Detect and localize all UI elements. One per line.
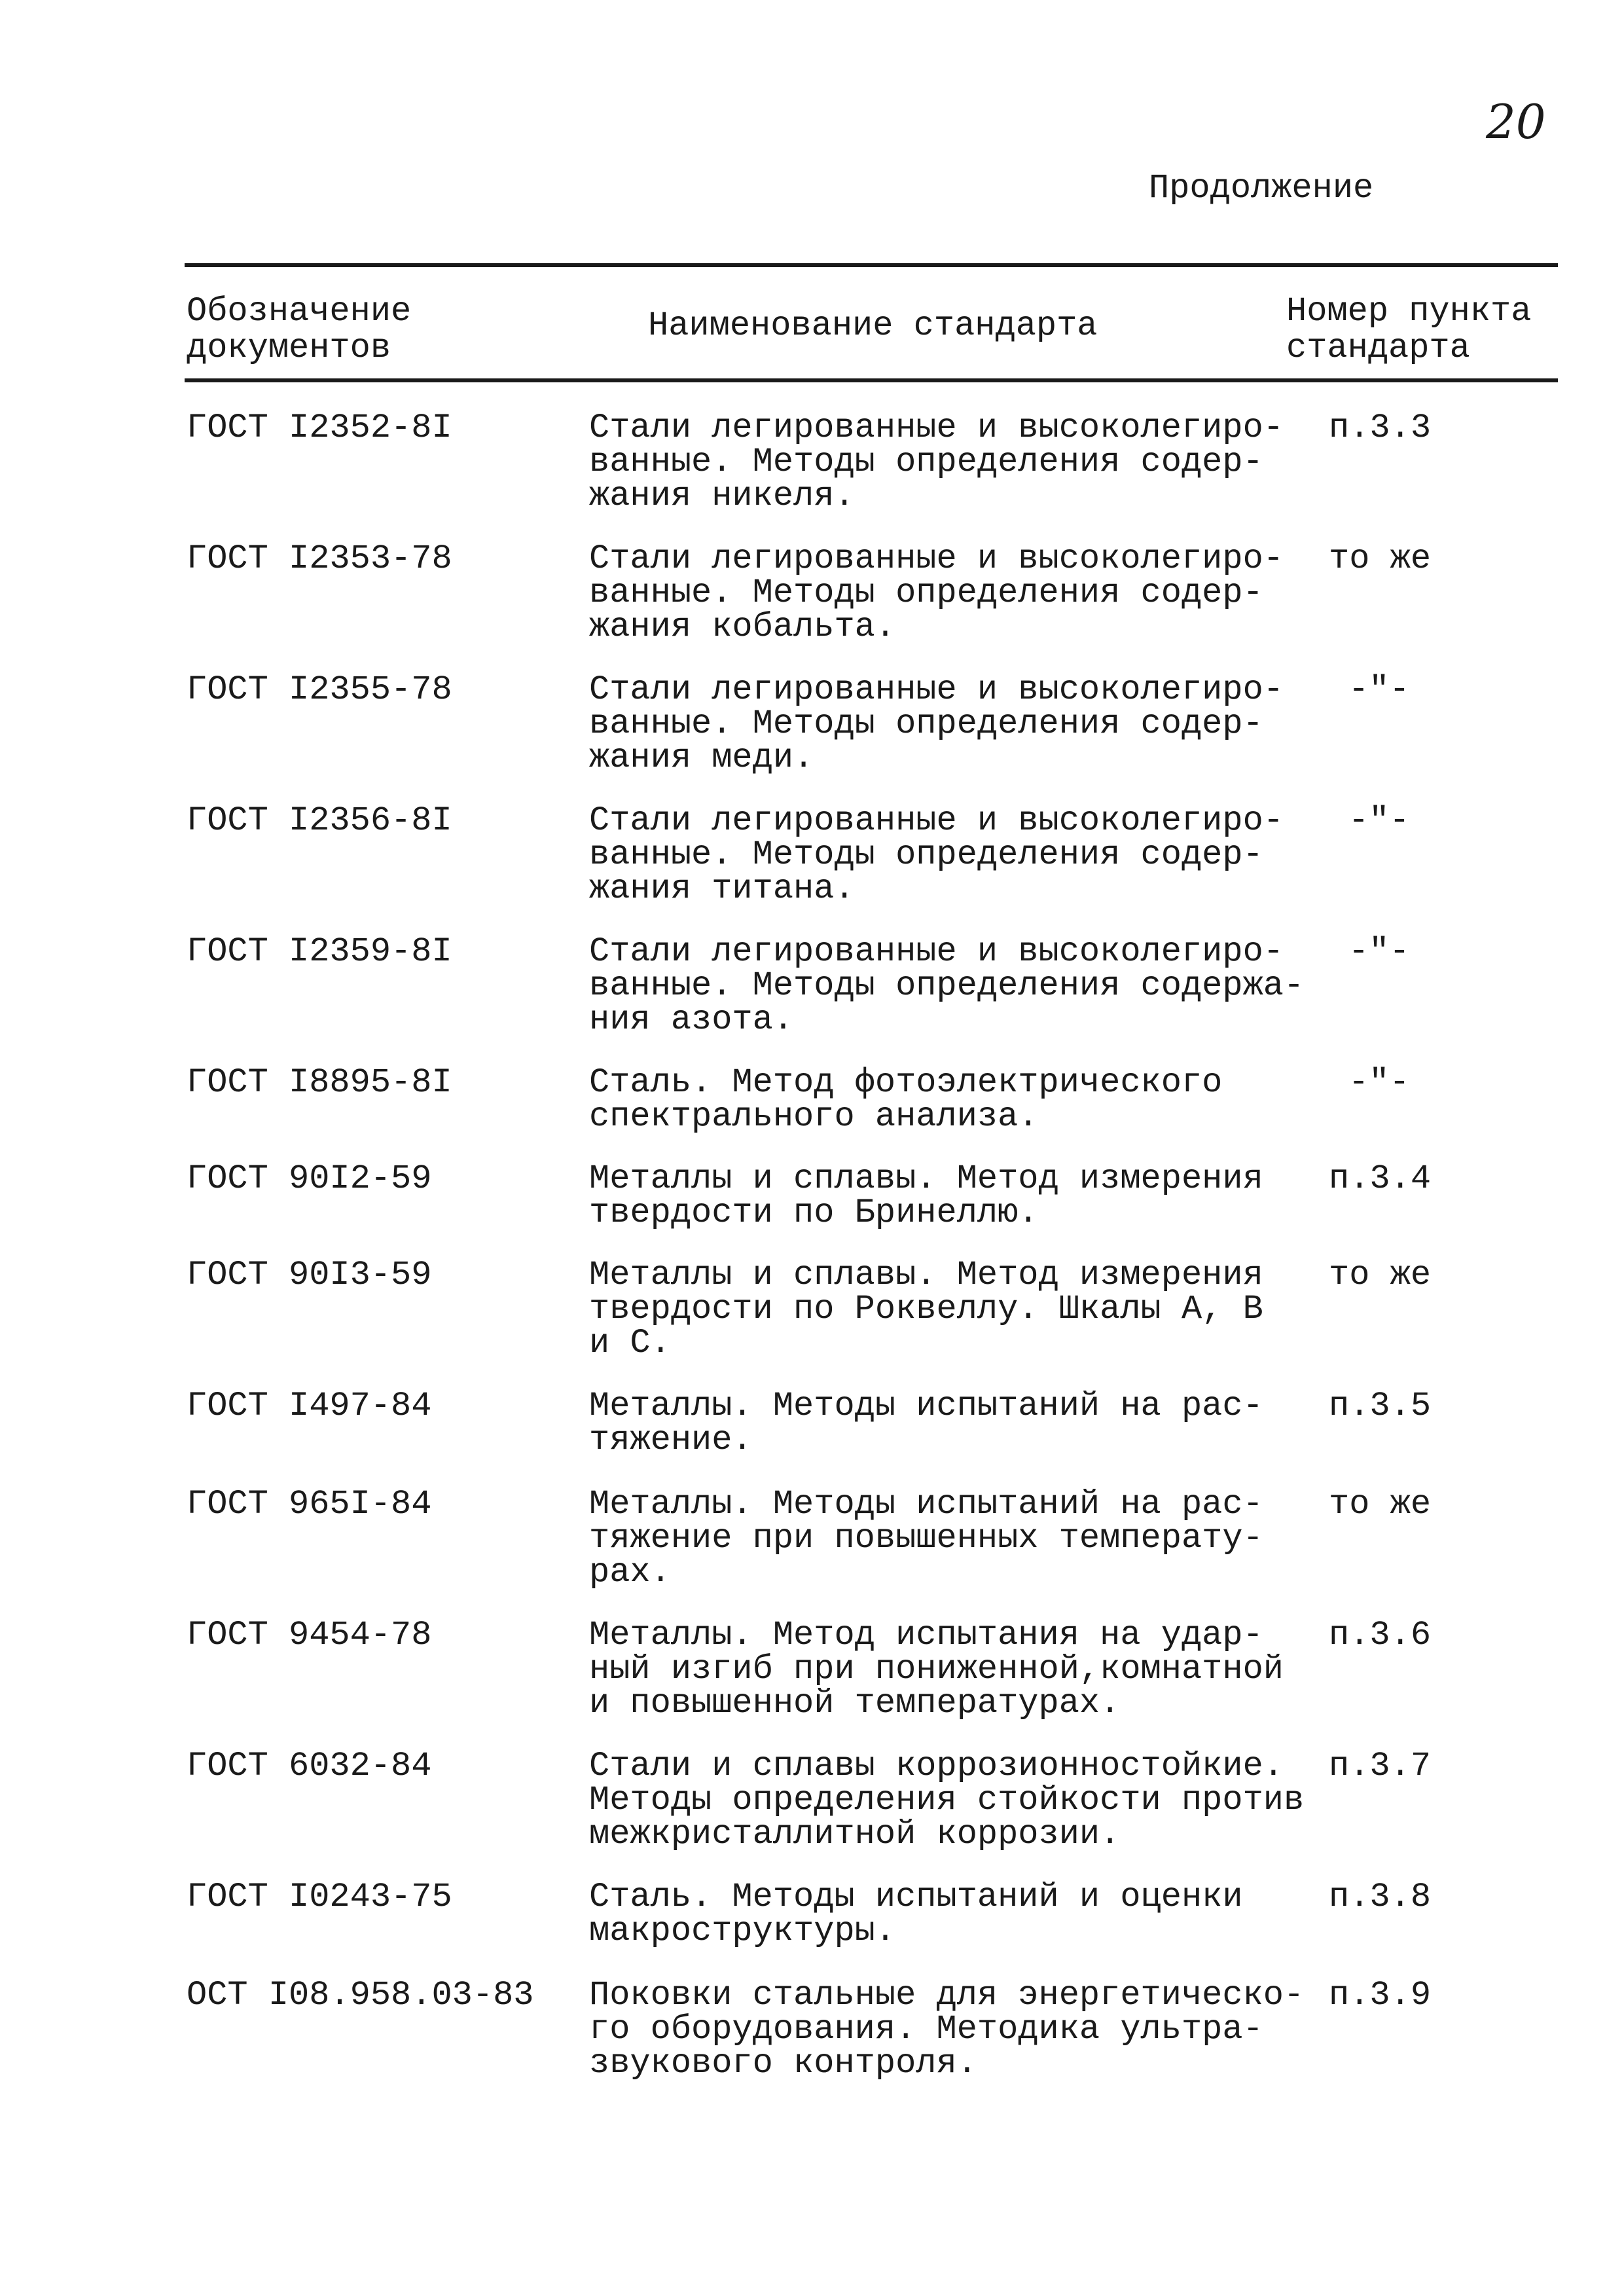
row-name-line: Стали легированные и высоколегиро- — [589, 539, 1284, 578]
row-document: ГОСТ 6032-84 — [187, 1747, 432, 1785]
row-name-line: Металлы и сплавы. Метод измерения — [589, 1256, 1263, 1294]
row-name-line: звукового контроля. — [589, 2044, 977, 2083]
row-item-number: п.3.5 — [1329, 1387, 1432, 1425]
row-name-line: Сталь. Методы испытаний и оценки — [589, 1878, 1243, 1916]
row-item-number: п.3.7 — [1329, 1747, 1432, 1785]
row-standard-name — [589, 1749, 1309, 1851]
row-name-line: и повышенной температурах. — [589, 1684, 1121, 1722]
row-standard-name — [589, 1978, 1309, 2081]
row-document: ГОСТ 965I-84 — [187, 1485, 432, 1523]
row-name-line: Стали легированные и высоколегиро- — [589, 801, 1284, 840]
continuation-label: Продолжение — [1149, 169, 1374, 208]
header-item-line-2: стандарта — [1286, 329, 1470, 367]
row-document: ГОСТ 9454-78 — [187, 1616, 432, 1654]
row-document: ОСТ I08.958.03-83 — [187, 1976, 534, 2014]
row-name-line: ния азота. — [589, 1000, 794, 1039]
row-name-line: ванные. Методы определения содержа- — [589, 966, 1305, 1005]
row-name-line: твердости по Бринеллю. — [589, 1194, 1039, 1232]
row-item-number: то же — [1329, 1485, 1432, 1523]
row-standard-name — [589, 411, 1309, 513]
row-name-line: рах. — [589, 1553, 671, 1592]
row-standard-name — [589, 1487, 1309, 1590]
row-name-line: Металлы и сплавы. Метод измерения — [589, 1159, 1263, 1198]
row-document: ГОСТ I2355-78 — [187, 670, 452, 709]
row-name-line: Стали легированные и высоколегиро- — [589, 409, 1284, 447]
row-document: ГОСТ I497-84 — [187, 1387, 432, 1425]
row-item-number: то же — [1329, 539, 1432, 578]
row-item-number: -"- — [1348, 670, 1410, 709]
row-name-line: Металлы. Методы испытаний на рас- — [589, 1485, 1263, 1523]
row-name-line: тяжение. — [589, 1421, 753, 1459]
row-name-line: Стали легированные и высоколегиро- — [589, 670, 1284, 709]
row-item-number: п.3.3 — [1329, 409, 1432, 447]
row-name-line: ный изгиб при пониженной,комнатной — [589, 1650, 1284, 1688]
header-doc-line-2: документов — [187, 329, 391, 367]
row-item-number: -"- — [1348, 932, 1410, 971]
row-name-line: Сталь. Метод фотоэлектрического — [589, 1063, 1223, 1102]
row-item-number: -"- — [1348, 1063, 1410, 1102]
row-item-number: то же — [1329, 1256, 1432, 1294]
row-standard-name — [589, 1389, 1309, 1457]
row-standard-name — [589, 1880, 1309, 1948]
row-name-line: межкристаллитной коррозии. — [589, 1815, 1121, 1853]
row-standard-name — [589, 932, 1309, 1039]
row-standard-name — [589, 1063, 1309, 1136]
row-document: ГОСТ I2353-78 — [187, 539, 452, 578]
row-name-line: тяжение при повышенных температу- — [589, 1519, 1263, 1558]
row-name-line: жания кобальта. — [589, 608, 896, 646]
row-item-number: -"- — [1348, 801, 1410, 840]
row-document: ГОСТ I2356-8I — [187, 801, 452, 840]
row-document: ГОСТ 90I2-59 — [187, 1159, 432, 1198]
row-document: ГОСТ I2359-8I — [187, 932, 452, 971]
row-name-line: го оборудования. Методика ультра- — [589, 2010, 1263, 2049]
row-name-line: жания меди. — [589, 738, 814, 777]
row-name-line: твердости по Роквеллу. Шкалы А, В — [589, 1290, 1263, 1328]
page-number: 20 — [1486, 94, 1546, 149]
row-name-line: спектрального анализа. — [589, 1097, 1039, 1136]
header-standard-name: Наименование стандарта — [648, 306, 1098, 345]
row-name-line: ванные. Методы определения содер- — [589, 704, 1263, 743]
row-item-number: п.3.8 — [1329, 1878, 1432, 1916]
row-document: ГОСТ I0243-75 — [187, 1878, 452, 1916]
row-standard-name — [589, 801, 1309, 908]
row-document: ГОСТ I2352-8I — [187, 409, 452, 447]
row-item-number: п.3.4 — [1329, 1159, 1432, 1198]
row-name-line: жания никеля. — [589, 477, 855, 515]
row-item-number: п.3.9 — [1329, 1976, 1432, 2014]
row-document: ГОСТ I8895-8I — [187, 1063, 452, 1102]
row-name-line: Стали легированные и высоколегиро- — [589, 932, 1284, 971]
row-standard-name — [589, 1159, 1309, 1232]
row-name-line: и С. — [589, 1324, 671, 1362]
row-standard-name — [589, 670, 1309, 777]
row-name-line: ванные. Методы определения содер- — [589, 835, 1263, 874]
row-name-line: ванные. Методы определения содер- — [589, 574, 1263, 612]
row-standard-name — [589, 1618, 1309, 1721]
row-name-line: Методы определения стойкости против — [589, 1781, 1305, 1819]
header-item-line-1: Номер пункта — [1286, 292, 1532, 331]
row-name-line: ванные. Методы определения содер- — [589, 443, 1263, 481]
row-standard-name — [589, 539, 1309, 646]
row-standard-name — [589, 1258, 1309, 1360]
row-document: ГОСТ 90I3-59 — [187, 1256, 432, 1294]
row-name-line: Стали и сплавы коррозионностойкие. — [589, 1747, 1284, 1785]
row-name-line: Металлы. Методы испытаний на рас- — [589, 1387, 1263, 1425]
row-item-number: п.3.6 — [1329, 1616, 1432, 1654]
row-name-line: Металлы. Метод испытания на удар- — [589, 1616, 1263, 1654]
row-name-line: макроструктуры. — [589, 1912, 896, 1950]
header-doc-line-1: Обозначение — [187, 292, 412, 331]
row-name-line: Поковки стальные для энергетическо- — [589, 1976, 1305, 2014]
row-name-line: жания титана. — [589, 869, 855, 908]
